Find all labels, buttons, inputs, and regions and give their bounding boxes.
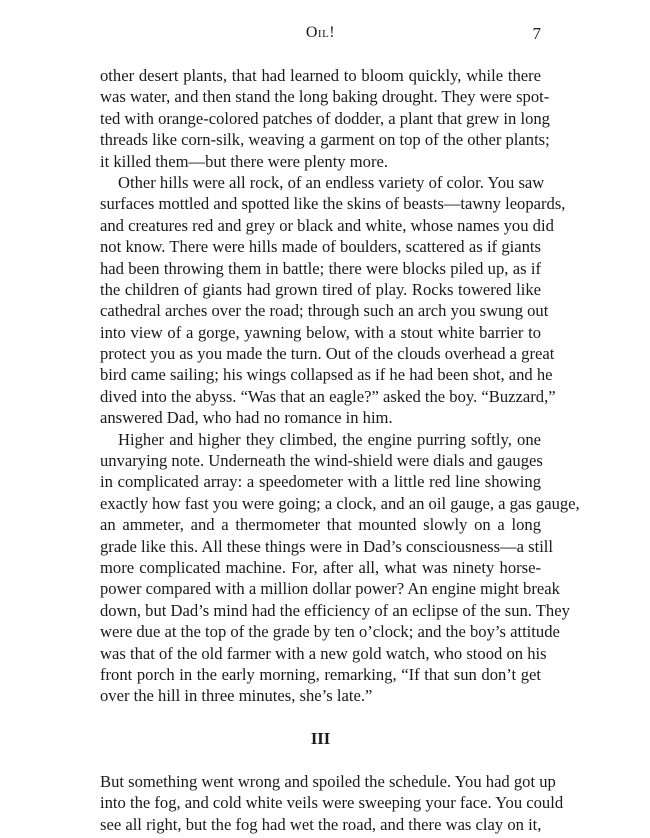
text-line: were due at the top of the grade by ten o’clock; and the boy’s attitude: [100, 622, 560, 642]
text-line: surfaces mottled and spotted like the skins of beasts—tawny leopards,: [100, 194, 566, 214]
paragraph: [100, 65, 550, 172]
text-line: into view of a gorge, yawning below, with a stout white barrier to: [100, 322, 541, 342]
text-line: into the fog, and cold white veils were sweeping your face. You could: [100, 793, 564, 813]
text-line: down, but Dad’s mind had the efficiency of an eclipse of the sun. They: [100, 600, 570, 620]
text-line: was water, and then stand the long baking drought. They were spot-: [100, 87, 550, 107]
running-head: [100, 24, 541, 46]
paragraph: [100, 429, 580, 707]
text-line: over the hill in three minutes, she’s late.”: [100, 686, 373, 706]
body-text: [100, 65, 580, 835]
text-line: But something went wrong and spoiled the schedule. You had got up: [100, 771, 556, 791]
text-line: Other hills were all rock, of an endless variety of color. You saw: [118, 172, 545, 192]
text-line: unvarying note. Underneath the wind-shield were dials and gauges: [100, 451, 543, 471]
text-line: front porch in the early morning, remarking, “If that sun don’t get: [100, 664, 541, 684]
text-line: ted with orange-colored patches of dodder, a plant that grew in long: [100, 108, 550, 128]
text-line: exactly how fast you were going; a clock, and an oil gauge, a gas gauge,: [100, 493, 580, 513]
text-line: had been throwing them in battle; there were blocks piled up, as if: [100, 258, 541, 278]
text-line: see all right, but the fog had wet the road, and there was clay on it,: [100, 814, 542, 834]
text-line: protect you as you made the turn. Out of the clouds overhead a great: [100, 344, 555, 364]
text-line: threads like corn-silk, weaving a garment on top of the other plants;: [100, 130, 550, 150]
text-line: grade like this. All these things were in Dad’s consciousness—a still: [100, 536, 554, 556]
text-line: Higher and higher they climbed, the engine purring softly, one: [118, 429, 541, 449]
text-line: it killed them—but there were plenty more.: [100, 151, 389, 171]
paragraph: [100, 172, 566, 429]
text-line: bird came sailing; his wings collapsed as if he had been shot, and he: [100, 365, 553, 385]
text-line: dived into the abyss. “Was that an eagle?” asked the boy. “Buzzard,”: [100, 386, 556, 406]
text-line: answered Dad, who had no romance in him.: [100, 408, 393, 428]
text-line: and creatures red and grey or black and white, whose names you did: [100, 215, 554, 235]
text-line: cathedral arches over the road; through such an arch you swung out: [100, 301, 549, 321]
text-line: not know. There were hills made of boulders, scattered as if giants: [100, 237, 541, 257]
section-heading: III: [310, 728, 331, 748]
text-line: more complicated machine. For, after all, what was ninety horse-: [100, 557, 541, 577]
text-line: power compared with a million dollar power? An engine might break: [100, 579, 560, 599]
page-number: 7: [532, 24, 541, 43]
text-line: the children of giants had grown tired of play. Rocks towered like: [100, 279, 541, 299]
text-line: an ammeter, and a thermometer that mounted slowly on a long: [100, 515, 541, 535]
text-line: in complicated array: a speedometer with a little red line showing: [100, 472, 541, 492]
text-line: other desert plants, that had learned to bloom quickly, while there: [100, 66, 541, 85]
text-line: was that of the old farmer with a new gold watch, who stood on his: [100, 643, 547, 663]
paragraph: [100, 771, 564, 835]
running-title: Oil!: [305, 24, 336, 41]
